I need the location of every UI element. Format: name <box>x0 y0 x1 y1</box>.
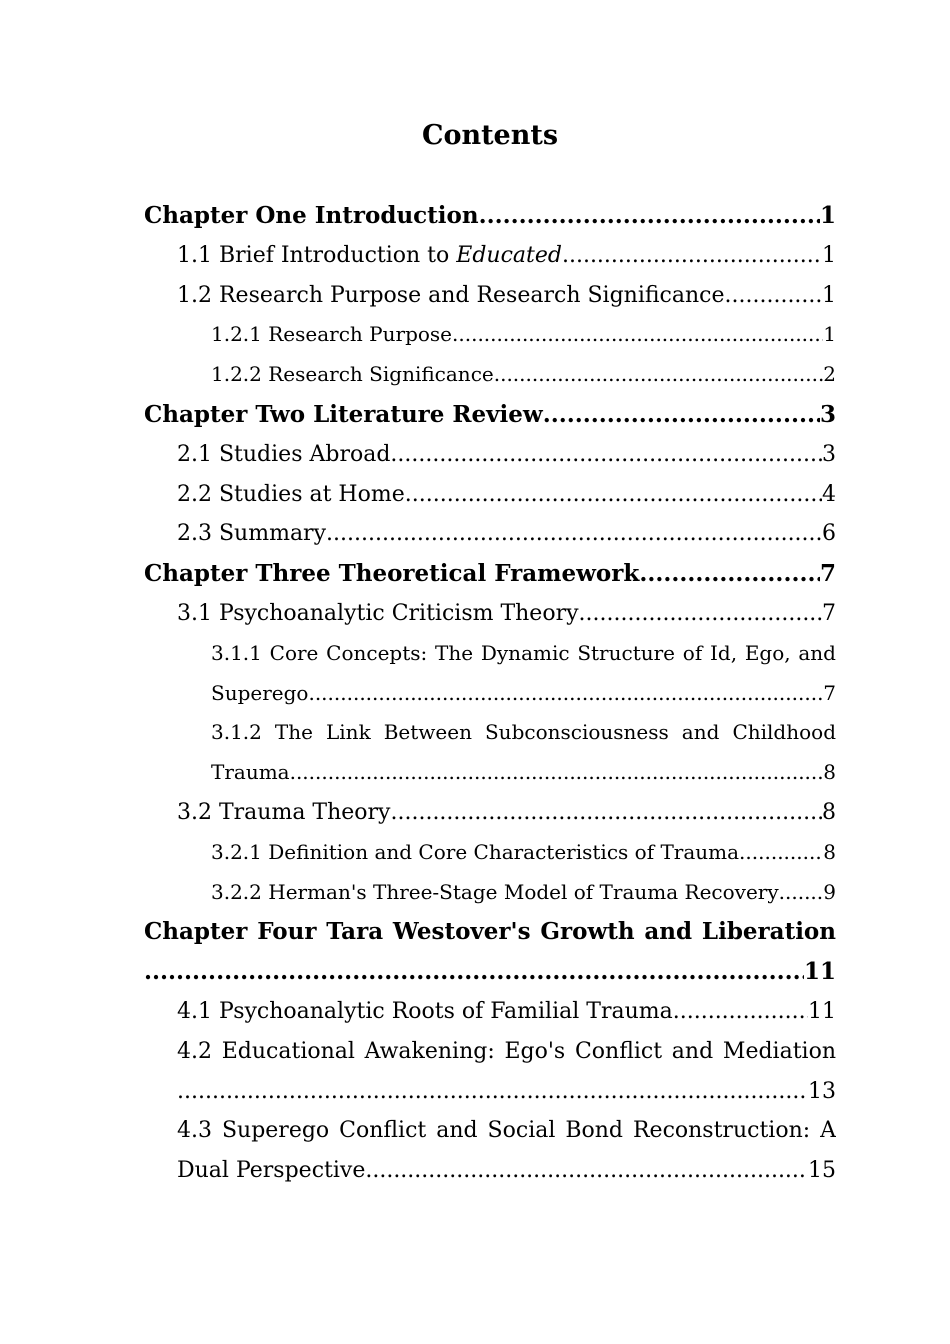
toc-page-number: 8 <box>823 839 836 864</box>
toc-page-number: 1 <box>823 322 836 347</box>
dot-leader <box>494 355 824 395</box>
toc-page-number: 7 <box>822 600 836 626</box>
toc-entry-label: 2.1 Studies Abroad <box>177 441 391 467</box>
toc-entry-label: 2.3 Summary <box>177 521 327 547</box>
toc-entry-label-line1: 4.2 Educational Awakening: Ego's Conflict and Mediation <box>177 1038 836 1064</box>
toc-chapter-2[interactable] <box>144 395 836 435</box>
dot-leader <box>326 514 822 554</box>
dot-leader <box>479 196 820 236</box>
dot-leader <box>390 793 822 833</box>
toc-section-1-1[interactable] <box>144 236 836 276</box>
toc-page-number: 1 <box>819 202 836 229</box>
toc-page-number: 11 <box>808 998 836 1024</box>
toc-page-number: 3 <box>819 400 836 428</box>
dot-leader <box>579 594 822 634</box>
toc-page-number: 2 <box>823 362 836 387</box>
toc-entry-label-line2: Trauma <box>211 760 290 785</box>
toc-entry-label: 1.2.1 Research Purpose <box>211 322 453 347</box>
dot-leader <box>725 276 823 316</box>
dot-leader <box>543 395 820 435</box>
dot-leader <box>779 873 824 913</box>
toc-entry-text: 1.1 Brief Introduction to <box>177 242 457 268</box>
toc-page-number: 1 <box>822 242 836 268</box>
toc-chapter-1[interactable] <box>144 196 836 236</box>
toc-subsection-3-1-1[interactable] <box>144 634 836 714</box>
toc-entry-label: Chapter One Introduction <box>144 202 479 229</box>
toc-chapter-3[interactable] <box>144 554 836 594</box>
dot-leader <box>405 475 822 515</box>
dot-leader <box>673 992 808 1032</box>
toc-page-number: 7 <box>819 560 836 588</box>
toc-section-4-3[interactable] <box>144 1111 836 1191</box>
toc-page-number: 13 <box>808 1078 836 1104</box>
dot-leader <box>144 952 804 992</box>
dot-leader <box>390 435 822 475</box>
toc-entry-label: Chapter Three Theoretical Framework <box>144 560 640 588</box>
table-of-contents <box>144 196 836 1191</box>
toc-subsection-3-2-1[interactable] <box>144 833 836 873</box>
toc-entry-label <box>177 236 562 276</box>
toc-entry-label: 3.2.1 Definition and Core Characteristics of Trauma <box>211 839 740 864</box>
toc-entry-label: 2.2 Studies at Home <box>177 481 405 507</box>
toc-entry-label-line2: Superego <box>211 680 309 705</box>
toc-entry-label-line1: 4.3 Superego Conflict and Social Bond Reconstruction: A <box>177 1118 836 1144</box>
toc-chapter-4[interactable] <box>144 912 836 992</box>
toc-page-number: 15 <box>808 1158 836 1184</box>
toc-subsection-3-1-2[interactable] <box>144 713 836 793</box>
toc-entry-label: Chapter Two Literature Review <box>144 400 543 428</box>
toc-page-number: 8 <box>822 799 836 825</box>
toc-page-number: 8 <box>823 760 836 785</box>
toc-entry-label-line1: 3.1.2 The Link Between Subconsciousness and Childhood <box>211 720 836 745</box>
toc-section-2-2[interactable] <box>144 475 836 515</box>
dot-leader <box>639 554 820 594</box>
toc-subsection-1-2-2[interactable] <box>144 355 836 395</box>
toc-page-number: 3 <box>822 441 836 467</box>
toc-section-3-2[interactable] <box>144 793 836 833</box>
toc-section-2-1[interactable] <box>144 435 836 475</box>
dot-leader <box>290 753 824 793</box>
dot-leader <box>452 315 823 355</box>
toc-entry-label: 1.2 Research Purpose and Research Significance <box>177 282 725 308</box>
toc-page-number: 4 <box>822 481 836 507</box>
toc-entry-label: 3.2.2 Herman's Three-Stage Model of Trauma Recovery <box>211 879 779 904</box>
toc-section-4-2[interactable] <box>144 1032 836 1112</box>
dot-leader <box>177 1072 808 1112</box>
toc-page-number: 7 <box>823 680 836 705</box>
toc-entry-italic-title: Educated <box>456 242 562 268</box>
dot-leader <box>308 674 823 714</box>
toc-section-4-1[interactable] <box>144 992 836 1032</box>
toc-entry-label: 3.1 Psychoanalytic Criticism Theory <box>177 600 579 626</box>
toc-entry-label: 3.2 Trauma Theory <box>177 799 391 825</box>
toc-entry-label: 1.2.2 Research Significance <box>211 362 494 387</box>
dot-leader <box>562 236 822 276</box>
toc-page-number: 1 <box>822 282 836 308</box>
dot-leader <box>739 833 823 873</box>
toc-entry-label-line1: 3.1.1 Core Concepts: The Dynamic Structure of Id, Ego, and <box>211 640 836 665</box>
toc-section-3-1[interactable] <box>144 594 836 634</box>
toc-subsection-3-2-2[interactable] <box>144 873 836 913</box>
toc-page-number: 9 <box>823 879 836 904</box>
toc-page-number: 11 <box>803 958 836 986</box>
toc-page-number: 6 <box>822 521 836 547</box>
toc-entry-label: 4.1 Psychoanalytic Roots of Familial Trauma <box>177 998 673 1024</box>
toc-section-1-2[interactable] <box>144 276 836 316</box>
toc-entry-label-line1: Chapter Four Tara Westover's Growth and Liberation <box>144 918 836 946</box>
toc-section-2-3[interactable] <box>144 514 836 554</box>
page-title: Contents <box>421 120 559 151</box>
toc-subsection-1-2-1[interactable] <box>144 315 836 355</box>
toc-entry-label-line2: Dual Perspective <box>177 1158 366 1184</box>
dot-leader <box>365 1151 808 1191</box>
